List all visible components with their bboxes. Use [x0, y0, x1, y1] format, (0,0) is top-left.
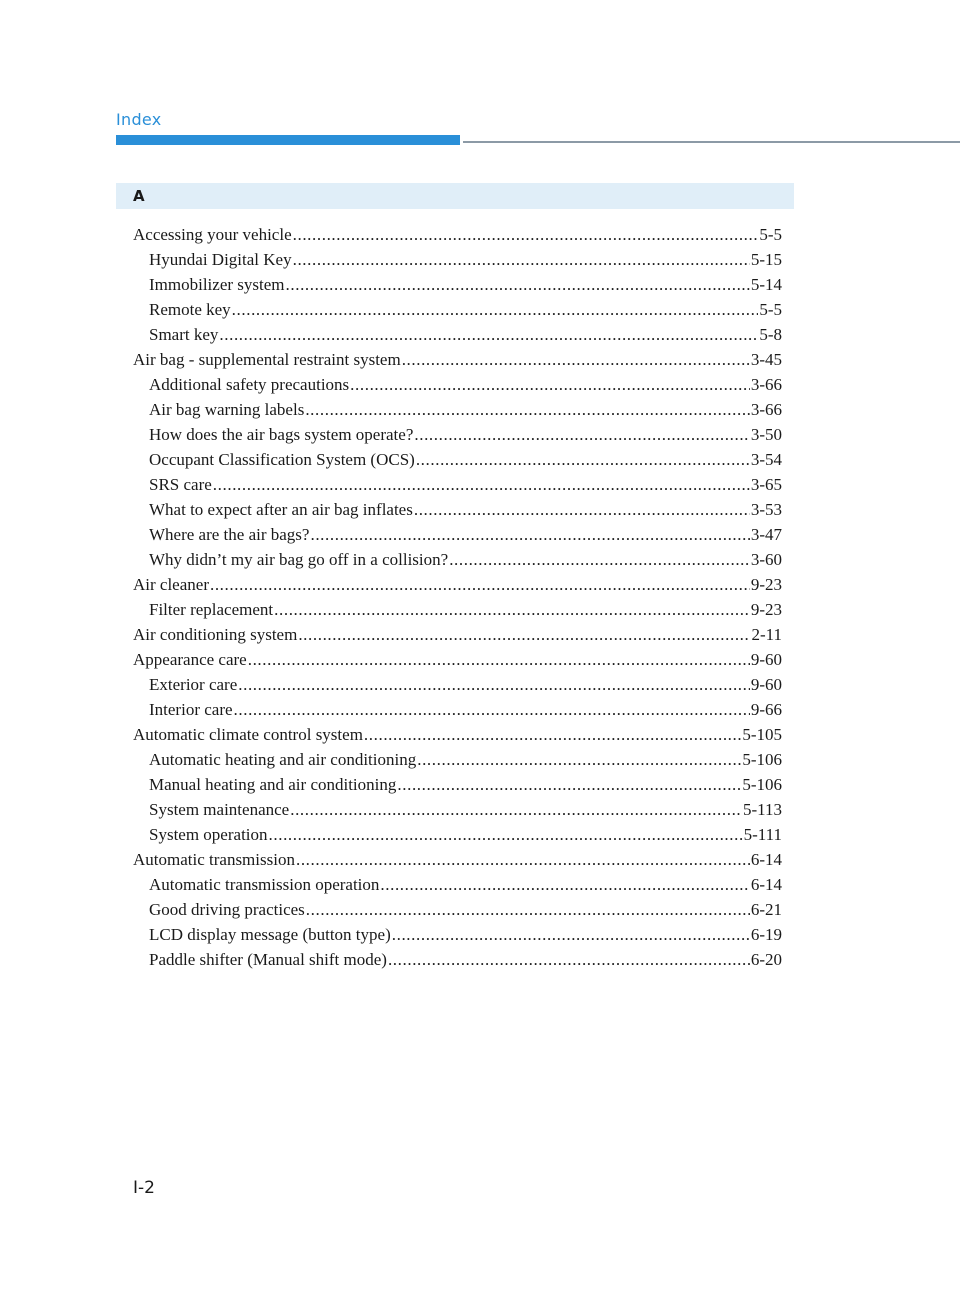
index-page-ref: 3-47 — [750, 525, 782, 544]
dot-leader — [293, 222, 759, 247]
index-page-ref: 2-11 — [751, 625, 782, 644]
header-accent-bar — [116, 135, 460, 145]
index-term: Appearance care — [133, 650, 247, 669]
dot-leader — [306, 897, 750, 922]
index-page-ref: 5-106 — [742, 750, 782, 769]
index-letter-band — [116, 183, 794, 209]
index-subentry — [133, 397, 782, 422]
index-term: Hyundai Digital Key — [149, 250, 292, 269]
index-subentry — [133, 597, 782, 622]
index-term: Automatic transmission — [133, 850, 295, 869]
dot-leader — [248, 647, 750, 672]
index-page-ref: 5-5 — [759, 225, 782, 244]
dot-leader — [310, 522, 749, 547]
index-subentry — [133, 422, 782, 447]
index-entry — [133, 722, 782, 747]
index-term: Where are the air bags? — [149, 525, 310, 544]
index-subentry — [133, 822, 782, 847]
dot-leader — [305, 397, 750, 422]
dot-leader — [416, 447, 750, 472]
dot-leader — [210, 572, 750, 597]
index-subentry — [133, 522, 782, 547]
dot-leader — [293, 247, 750, 272]
index-page-ref: 9-60 — [750, 675, 782, 694]
index-term: Smart key — [149, 325, 219, 344]
index-page-ref: 5-8 — [759, 325, 782, 344]
dot-leader — [417, 747, 741, 772]
dot-leader — [402, 347, 750, 372]
index-subentry — [133, 747, 782, 772]
index-page-ref: 9-60 — [750, 650, 782, 669]
index-subentry — [133, 247, 782, 272]
index-page-ref: 3-65 — [750, 475, 782, 494]
index-page-ref: 5-15 — [750, 250, 782, 269]
dot-leader — [350, 372, 750, 397]
page-number: I-2 — [133, 1178, 155, 1198]
index-page-ref: 3-50 — [750, 425, 782, 444]
header-divider-line — [463, 141, 960, 143]
index-term: Additional safety precautions — [149, 375, 350, 394]
index-term: Why didn’t my air bag go off in a collision? — [149, 550, 449, 569]
index-page-ref: 3-66 — [750, 375, 782, 394]
index-term: Air bag - supplemental restraint system — [133, 350, 401, 369]
index-term: SRS care — [149, 475, 212, 494]
index-page-ref: 5-111 — [743, 825, 782, 844]
index-term: Remote key — [149, 300, 231, 319]
dot-leader — [380, 872, 749, 897]
dot-leader — [388, 947, 750, 972]
index-term: Interior care — [149, 700, 233, 719]
index-page-ref: 5-113 — [742, 800, 782, 819]
index-subentry — [133, 297, 782, 322]
index-term: Accessing your vehicle — [133, 225, 292, 244]
index-subentry — [133, 672, 782, 697]
index-term: Filter replacement — [149, 600, 274, 619]
dot-leader — [449, 547, 750, 572]
index-subentry — [133, 922, 782, 947]
index-term: Good driving practices — [149, 900, 305, 919]
index-term: System maintenance — [149, 800, 290, 819]
index-page-ref: 5-105 — [742, 725, 782, 744]
dot-leader — [397, 772, 741, 797]
index-entry — [133, 622, 782, 647]
index-page-ref: 3-54 — [750, 450, 782, 469]
index-term: Air bag warning labels — [149, 400, 305, 419]
index-term: Automatic transmission operation — [149, 875, 380, 894]
index-page-ref: 3-66 — [750, 400, 782, 419]
index-letter: A — [133, 187, 145, 205]
index-entry-list — [133, 222, 782, 972]
dot-leader — [290, 797, 742, 822]
index-subentry — [133, 772, 782, 797]
index-subentry — [133, 797, 782, 822]
index-subentry — [133, 697, 782, 722]
dot-leader — [364, 722, 741, 747]
index-term: What to expect after an air bag inflates — [149, 500, 413, 519]
index-term: Automatic climate control system — [133, 725, 363, 744]
index-subentry — [133, 947, 782, 972]
dot-leader — [298, 622, 750, 647]
index-term: Exterior care — [149, 675, 238, 694]
index-page-ref: 6-20 — [750, 950, 782, 969]
index-page-ref: 3-60 — [750, 550, 782, 569]
index-term: How does the air bags system operate? — [149, 425, 414, 444]
index-subentry — [133, 872, 782, 897]
index-subentry — [133, 547, 782, 572]
index-page-ref: 6-14 — [750, 875, 782, 894]
index-page-ref: 5-5 — [759, 300, 782, 319]
index-entry — [133, 347, 782, 372]
index-page-ref: 3-45 — [750, 350, 782, 369]
index-entry — [133, 222, 782, 247]
dot-leader — [392, 922, 750, 947]
index-term: Air cleaner — [133, 575, 209, 594]
index-term: System operation — [149, 825, 268, 844]
index-page-ref: 5-14 — [750, 275, 782, 294]
index-page-ref: 6-19 — [750, 925, 782, 944]
index-subentry — [133, 272, 782, 297]
index-term: Automatic heating and air conditioning — [149, 750, 417, 769]
dot-leader — [286, 272, 750, 297]
dot-leader — [269, 822, 743, 847]
index-page-ref: 5-106 — [742, 775, 782, 794]
index-entry — [133, 847, 782, 872]
dot-leader — [232, 297, 759, 322]
dot-leader — [414, 422, 749, 447]
dot-leader — [414, 497, 750, 522]
index-term: Paddle shifter (Manual shift mode) — [149, 950, 387, 969]
section-title: Index — [116, 110, 162, 129]
index-term: Air conditioning system — [133, 625, 298, 644]
index-page-ref: 6-21 — [750, 900, 782, 919]
index-term: Manual heating and air conditioning — [149, 775, 397, 794]
dot-leader — [219, 322, 758, 347]
index-term: LCD display message (button type) — [149, 925, 391, 944]
index-page-ref: 6-14 — [750, 850, 782, 869]
index-subentry — [133, 322, 782, 347]
dot-leader — [296, 847, 750, 872]
index-subentry — [133, 897, 782, 922]
index-subentry — [133, 497, 782, 522]
index-page-ref: 9-23 — [750, 575, 782, 594]
index-term: Occupant Classification System (OCS) — [149, 450, 415, 469]
dot-leader — [213, 472, 750, 497]
index-page-ref: 9-23 — [750, 600, 782, 619]
index-subentry — [133, 447, 782, 472]
index-subentry — [133, 472, 782, 497]
index-entry — [133, 572, 782, 597]
index-page-ref: 9-66 — [750, 700, 782, 719]
dot-leader — [234, 697, 750, 722]
index-page-ref: 3-53 — [750, 500, 782, 519]
dot-leader — [238, 672, 750, 697]
index-term: Immobilizer system — [149, 275, 285, 294]
dot-leader — [274, 597, 750, 622]
index-entry — [133, 647, 782, 672]
index-subentry — [133, 372, 782, 397]
